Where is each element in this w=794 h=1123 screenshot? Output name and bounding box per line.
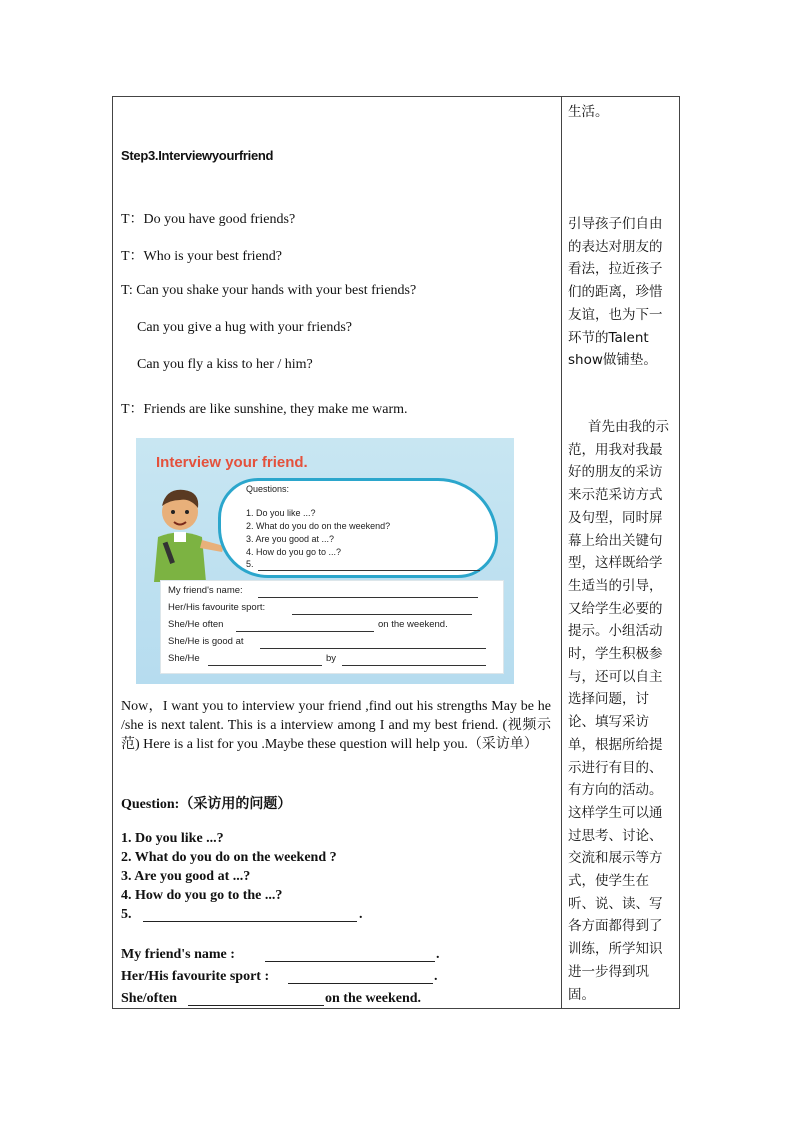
- rationale-line: 幕上给出关键句: [568, 532, 663, 549]
- rationale-line: 训练，所学知识: [568, 941, 663, 958]
- rationale-line: 好的朋友的采访: [568, 464, 663, 481]
- answer-line: [292, 613, 472, 615]
- rationale-line: 首先由我的示: [588, 419, 669, 435]
- rationale-line: 及句型，同时屏: [568, 509, 663, 526]
- step-title: Step3.Interviewyourfriend: [121, 148, 274, 163]
- rationale-line: 各方面都得到了: [568, 918, 663, 935]
- dialogue-line: T：Who is your best friend?: [121, 249, 282, 264]
- answer-line: [260, 647, 486, 649]
- rationale-line: 引导孩子们自由: [568, 216, 663, 232]
- form-label: Her/His favourite sport:: [168, 602, 266, 613]
- picture-title: Interview your friend.: [156, 454, 308, 471]
- rationale-line: 式，使学生在: [568, 873, 649, 890]
- rationale-line: 看法，拉近孩子: [568, 261, 663, 278]
- question-item: 4. How do you go to the ...?: [121, 888, 283, 903]
- rationale-line: 提示。小组活动: [568, 623, 663, 640]
- answer-line: [342, 664, 486, 666]
- rationale-line: 交流和展示等方: [568, 850, 663, 867]
- question-item: 5.: [121, 907, 132, 922]
- answer-line: [143, 921, 357, 922]
- form-label: She/He often: [168, 619, 224, 630]
- sport-label: Her/His favourite sport :: [121, 969, 270, 984]
- question-heading: Question:（采访用的问题）: [121, 797, 292, 812]
- rationale-line: 这样学生可以通: [568, 804, 663, 821]
- rationale-block-2: [568, 416, 669, 1006]
- dialogue-line: T: Can you shake your hands with your best friends?: [121, 283, 417, 298]
- bubble-question: 1. Do you like ...?: [246, 508, 316, 518]
- period: .: [436, 947, 440, 962]
- answer-line: [288, 983, 433, 984]
- dialogue-line: Can you fly a kiss to her / him?: [137, 357, 313, 372]
- period: .: [434, 969, 438, 984]
- rationale-line: 生适当的引导，: [568, 577, 663, 594]
- rationale-line: 型，这样既给学: [568, 555, 663, 572]
- question-item: 2. What do you do on the weekend ?: [121, 850, 337, 865]
- rationale-line: 单，根据所给提: [568, 736, 663, 753]
- often-suffix: on the weekend.: [325, 991, 422, 1006]
- often-label: She/often: [121, 991, 177, 1006]
- bubble-question: 4. How do you go to ...?: [246, 547, 342, 557]
- answer-line: [236, 630, 374, 632]
- rationale-line: 时，学生积极参: [568, 646, 663, 663]
- period: .: [359, 907, 363, 922]
- question-item: 3. Are you good at ...?: [121, 869, 251, 884]
- instruction-paragraph: Now，I want you to interview your friend ,find out his strengths May be he /she is next talent. This is a interview among I and my best friend. (视频示范) Here is a list for you .Maybe these question will help you.（采访单）: [121, 699, 551, 752]
- question-item: 1. Do you like ...?: [121, 831, 224, 846]
- form-label: My friend's name:: [168, 585, 243, 596]
- rationale-line: 的表达对朋友的: [568, 238, 663, 255]
- procedure-column: [113, 97, 561, 1008]
- rationale-line: show做铺垫。: [568, 352, 657, 369]
- answer-line: [208, 664, 322, 666]
- rationale-line: 选择问题，讨: [568, 691, 649, 708]
- rationale-line: 过思考、讨论、: [568, 827, 663, 844]
- rationale-line: 范，用我对我最: [568, 441, 663, 458]
- answer-line: [258, 596, 478, 598]
- rationale-block-1: [568, 213, 663, 372]
- form-label: She/He is good at: [168, 636, 244, 647]
- answer-line: [265, 961, 435, 962]
- bubble-question: 2. What do you do on the weekend?: [246, 521, 391, 531]
- bubble-question: 3. Are you good at ...?: [246, 534, 335, 544]
- rationale-line: 固。: [568, 986, 595, 1003]
- rationale-line: 环节的Talent: [568, 329, 649, 346]
- answer-line: [188, 1005, 324, 1006]
- boy-reporter-illustration: [140, 482, 226, 592]
- rationale-line: 听、说、读、写: [568, 895, 663, 912]
- textbook-image: [136, 438, 514, 684]
- rationale-line: 又给学生必要的: [568, 600, 663, 617]
- rationale-line: 友谊，也为下一: [568, 306, 663, 323]
- dialogue-line: T：Do you have good friends?: [121, 212, 296, 227]
- bubble-heading: Questions:: [246, 484, 290, 494]
- rationale-line: 进一步得到巩: [568, 963, 649, 980]
- rationale-line: 们的距离，珍惜: [568, 284, 663, 301]
- rationale-column: [562, 97, 680, 1008]
- form-label: on the weekend.: [378, 619, 448, 630]
- form-label: by: [326, 653, 337, 664]
- form-label: She/He: [168, 653, 200, 664]
- lesson-table: [112, 96, 680, 1009]
- rationale-line: 论、填写采访: [568, 714, 649, 731]
- rationale-line: 有方向的活动。: [568, 782, 663, 799]
- answer-line: [258, 569, 480, 571]
- dialogue-line: Can you give a hug with your friends?: [137, 320, 353, 335]
- rationale-line: 示进行有目的、: [568, 759, 663, 776]
- rationale-line: 与，还可以自主: [568, 668, 663, 685]
- bubble-question: 5.: [246, 559, 254, 569]
- rationale-line: 来示范采访方式: [568, 487, 663, 504]
- dialogue-line: T：Friends are like sunshine, they make me warm.: [121, 402, 408, 417]
- name-label: My friend's name :: [121, 947, 235, 962]
- rationale-top: 生活。: [568, 104, 609, 120]
